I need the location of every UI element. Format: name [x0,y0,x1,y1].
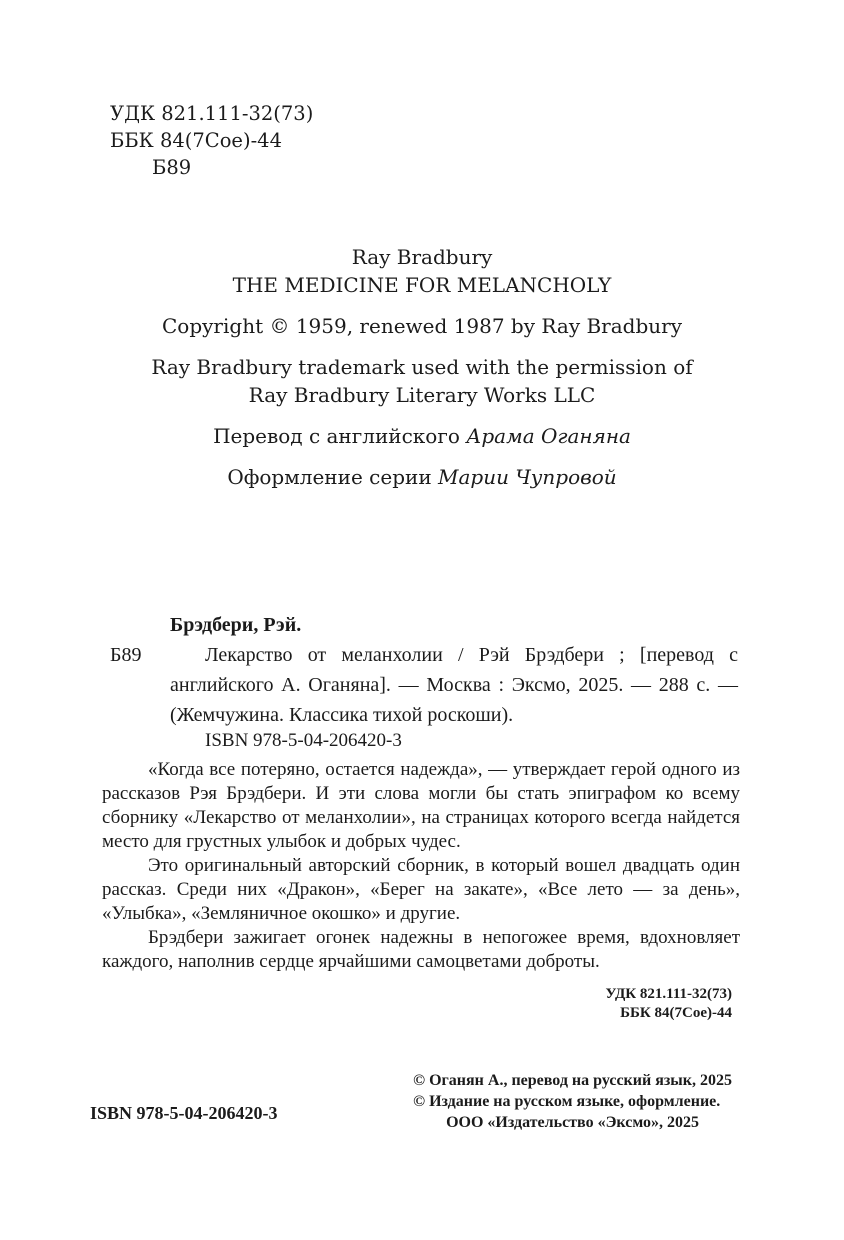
translation-credit-prefix: Перевод с английского [213,424,467,448]
copyright-notice: Copyright © 1959, renewed 1987 by Ray Bradbury [161,314,683,338]
bbk-code: ББК 84(7Сое)-44 [110,129,282,152]
publisher-copyright-line: © Издание на русском языке, оформление. [413,1093,721,1110]
isbn-entry: ISBN 978-5-04-206420-3 [205,730,402,751]
designer-name: Марии Чупровой [438,465,617,489]
footer-copyright-block [413,1070,732,1133]
publisher-name-line: ООО «Издательство «Эксмо», 2025 [446,1114,700,1131]
trademark-notice: Ray Bradbury trademark used with the permission of Ray Bradbury Literary Works LLC [151,355,693,407]
author-sign: Б89 [152,156,192,179]
original-title-block [0,243,844,491]
bib-description: Лекарство от меланхолии / Рэй Брэдбери ; [перевод с английского А. Оганяна]. — Москва : Эксмо, 2025. — 288 с. — (Жемчужина. Классика тихой роскоши). [170,644,738,726]
bibliographic-entry [110,610,738,730]
translator-name: Арама Оганяна [466,424,631,448]
translator-copyright-line: © Оганян А., перевод на русский язык, 2025 [413,1072,732,1089]
original-author: Ray Bradbury [351,245,493,269]
footer-isbn: ISBN 978-5-04-206420-3 [90,1103,278,1123]
udk-code: УДК 821.111-32(73) [110,102,314,125]
annotation-paragraph-2: Это оригинальный авторский сборник, в который вошел двадцать один рассказ. Среди них «Дракон», «Берег на закате», «Все лето — за день», «Улыбка», «Земляничное окошко» и другие. [102,855,740,924]
classification-block-bottom [605,985,732,1023]
original-title: THE MEDICINE FOR MELANCHOLY [232,273,612,297]
bbk-code-bottom: ББК 84(7Сое)-44 [620,1005,732,1021]
udk-code-bottom: УДК 821.111-32(73) [605,986,732,1002]
classification-block-top [110,100,313,181]
translation-credit [0,422,844,450]
bib-author-sign: Б89 [110,644,142,666]
annotation-block [102,758,740,974]
bib-author-heading: Брэдбери, Рэй. [170,614,302,636]
annotation-paragraph-3: Брэдбери зажигает огонек надежны в непогожее время, вдохновляет каждого, наполнив сердце ярчайшими самоцветами доброты. [102,927,740,972]
series-design-credit [0,463,844,491]
annotation-paragraph-1: «Когда все потеряно, остается надежда», — утверждает герой одного из рассказов Рэя Брэдбери. И эти слова могли бы стать эпиграфом ко всему сборнику «Лекарство от меланхолии», на страницах которого всегда найдется место для грустных улыбок и добрых чудес. [102,759,740,852]
series-design-prefix: Оформление серии [227,465,439,489]
